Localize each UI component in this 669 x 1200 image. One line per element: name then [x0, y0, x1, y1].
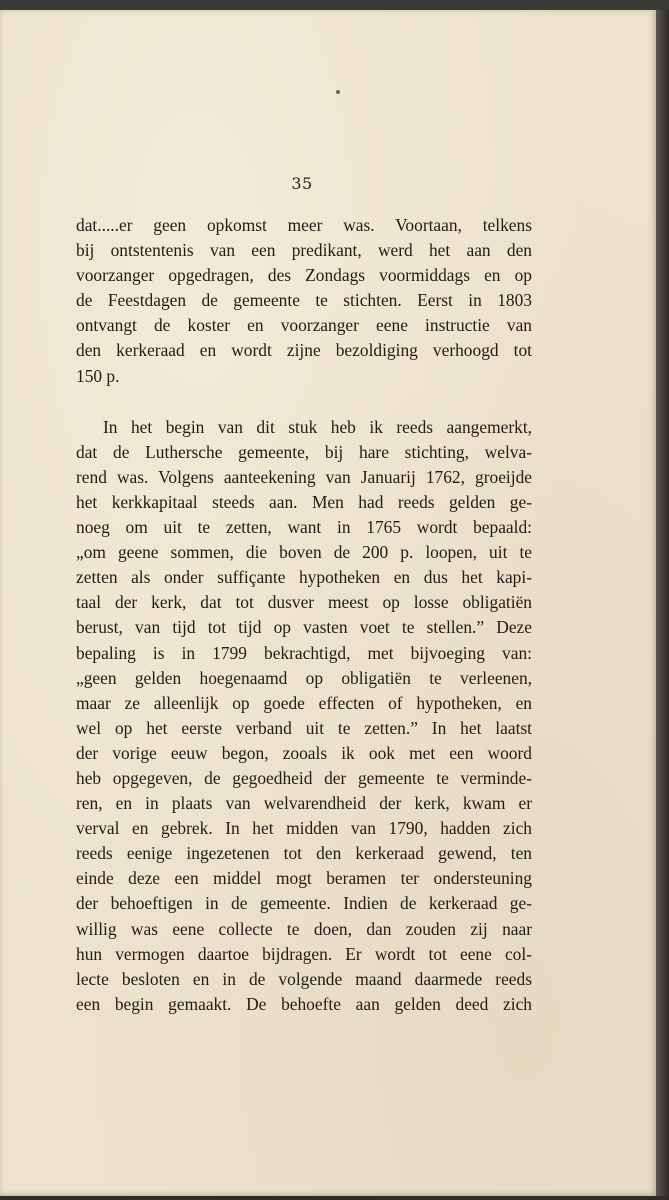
text-line: bepaling is in 1799 bekrachtigd, met bijvoeging van:	[76, 642, 532, 663]
text-line: heb opgegeven, de gegoedheid der gemeente te verminde-	[76, 767, 532, 788]
ink-speck	[336, 90, 340, 94]
text-line: berust, van tijd tot tijd op vasten voet te stellen.” Deze	[76, 617, 532, 638]
text-line: wel op het eerste verband uit te zetten.” In het laatst	[76, 717, 532, 738]
text-line: „geen gelden hoegenaamd op obligatiën te verleenen,	[76, 667, 532, 688]
text-line: lecte besloten en in de volgende maand daarmede reeds	[76, 968, 532, 989]
text-line: taal der kerk, dat tot dusver meest op losse obligatiën	[76, 592, 532, 613]
text-line: 150 p.	[76, 365, 120, 386]
body-text	[76, 213, 532, 1017]
text-line: maar ze alleenlijk op goede effecten of hypotheken, en	[76, 692, 532, 713]
page-edge-shadow	[656, 10, 669, 1200]
text-line: voorzanger opgedragen, des Zondags voormiddags en op	[76, 265, 532, 286]
text-line: bij ontstentenis van een predikant, werd het aan den	[76, 240, 532, 261]
text-line: dat de Luthersche gemeente, bij hare stichting, welva-	[76, 441, 532, 462]
text-line: In het begin van dit stuk heb ik reeds aangemerkt,	[103, 416, 532, 437]
text-line: der vorige eeuw begon, zooals ik ook met een woord	[76, 742, 532, 763]
text-line: „om geene sommen, die boven de 200 p. loopen, uit te	[76, 542, 532, 563]
text-line: einde deze een middel mogt beramen ter ondersteuning	[76, 868, 532, 889]
text-line: noeg om uit te zetten, want in 1765 wordt bepaald:	[76, 517, 532, 538]
text-line: zetten als onder suffiçante hypotheken en dus het kapi-	[76, 567, 532, 588]
text-line: dat.....er geen opkomst meer was. Voortaan, telkens	[76, 215, 532, 235]
text-line: ontvangt de koster en voorzanger eene instructie van	[76, 315, 532, 336]
text-line: der behoeftigen in de gemeente. Indien de kerkeraad ge-	[76, 893, 532, 914]
text-line: den kerkeraad en wordt zijne bezoldiging verhoogd tot	[76, 340, 532, 361]
text-line: willig was eene collecte te doen, dan zouden zij naar	[76, 918, 532, 939]
text-line: het kerkkapitaal steeds aan. Men had reeds gelden ge-	[76, 491, 532, 512]
bottom-border	[0, 1196, 669, 1200]
paragraph-1	[76, 213, 532, 389]
text-line: verval en gebrek. In het midden van 1790, hadden zich	[76, 818, 532, 839]
paragraph-gap	[76, 389, 532, 415]
text-line: rend was. Volgens aanteekening van Januarij 1762, groeijde	[76, 466, 532, 487]
page-number: 35	[291, 174, 313, 193]
text-line: hun vermogen daartoe bijdragen. Er wordt tot eene col-	[76, 943, 532, 964]
text-line: een begin gemaakt. De behoefte aan gelden deed zich	[76, 993, 532, 1014]
text-line: reeds eenige ingezetenen tot den kerkeraad gewend, ten	[76, 843, 532, 864]
paragraph-2	[76, 415, 532, 1017]
text-line: de Feestdagen de gemeente te stichten. Eerst in 1803	[76, 290, 532, 311]
text-line: ren, en in plaats van welvarendheid der kerk, kwam er	[76, 793, 532, 814]
